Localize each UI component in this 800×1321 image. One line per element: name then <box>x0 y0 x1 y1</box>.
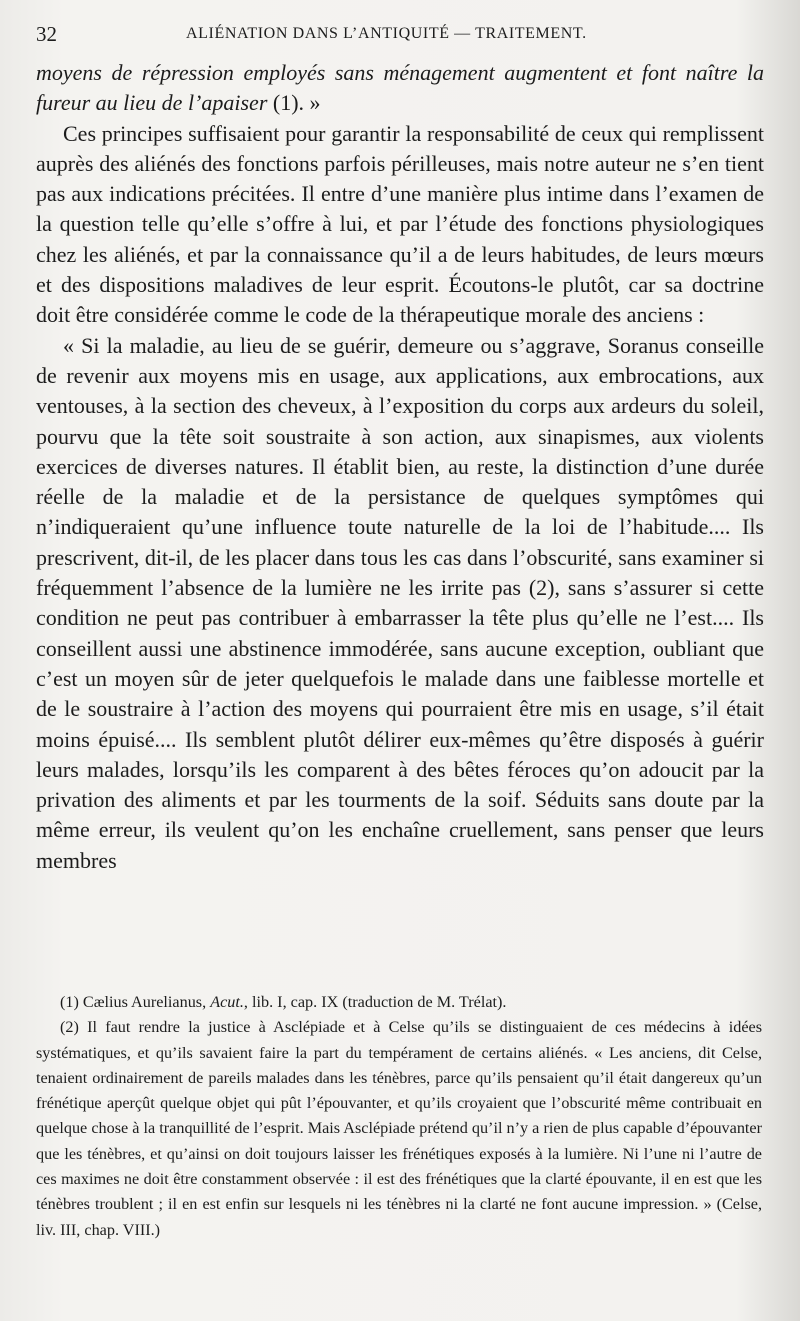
page-number: 32 <box>36 22 57 46</box>
running-title: ALIÉNATION DANS L’ANTIQUITÉ — TRAITEMENT. <box>186 25 587 42</box>
footnote-ref-1: (1). » <box>267 90 321 116</box>
paragraph-continuation <box>36 58 764 119</box>
paragraph: Ces principes suffisaient pour garantir la responsabilité de ceux qui remplissent auprès des aliénés des fonctions parfois périlleuses, mais notre auteur ne s’en tient pas aux indications précitées. Il entre d’une manière plus intime dans l’examen de la question telle qu’elle s’offre à lui, et par l’étude des fonctions physiologiques chez les aliénés, et par la connaissance qu’il a de leurs habitudes, de leurs mœurs et des dispositions maladives de leur esprit. Écoutons-le plutôt, car sa doctrine doit être considérée comme le code de la thérapeutique morale des anciens : <box>36 120 764 328</box>
paragraph-quote: « Si la maladie, au lieu de se guérir, demeure ou s’aggrave, Soranus conseille de revenir aux moyens mis en usage, aux applications, aux embrocations, aux ventouses, à la section des cheveux, à l’exposition du corps aux ardeurs du soleil, pourvu que la tête soit soustraite à son action, aux sinapismes, aux violents exercices de diverses natures. Il établit bien, au reste, la distinction d’une durée réelle de la maladie et de la persistance de quelques symptômes qui n’indiqueraient qu’une influence toute naturelle de la loi de l’habitude.... Ils prescrivent, dit-il, de les placer dans tous les cas dans l’obscurité, sans examiner si fréquemment l’absence de la lumière ne les irrite pas (2), sans s’assurer si cette condition ne peut pas contribuer à embarrasser la tête plus qu’elle ne l’est.... Ils conseillent aussi une abstinence immodérée, sans aucune exception, oubliant que c’est un moyen sûr de jeter quelquefois le malade dans une faiblesse mortelle et de le soustraire à l’action des moyens qui pourraient être mis en usage, s’il était moins épuisé.... Ils semblent plutôt délirer eux-mêmes qu’être disposés à guérir leurs malades, lorsqu’ils les comparent à des bêtes féroces qu’on adoucit par la privation des aliments et par les tourments de la soif. Séduits sans doute par la même erreur, ils veulent qu’on les enchaîne cruellement, sans penser que leurs membres <box>36 332 764 873</box>
footnotes <box>36 990 762 1243</box>
footnote-1-tail: , lib. I, cap. IX (traduction de M. Trélat). <box>243 993 507 1011</box>
footnote-2: (2) Il faut rendre la justice à Asclépiade et à Celse qu’ils se distinguaient de ces médecins à idées systématiques, et qu’ils savaient faire la part du tempérament de certains aliénés. « Les anciens, dit Celse, tenaient ordinairement de pareils malades dans les ténèbres, parce qu’ils pensaient qu’il était dangereux qu’un frénétique aperçût quelque objet qui pût l’épouvanter, et qu’ils croyaient que l’obscurité même contribuait en quelque chose à la tranquillité de l’esprit. Mais Asclépiade prétend qu’il n’y a rien de plus capable d’épouvanter que les ténèbres, et qu’ainsi on doit toujours laisser les frénétiques exposés à la lumière. Ni l’une ni l’autre de ces maximes ne doit être constamment observée : il est des frénétiques que la clarté épouvante, il en est que les ténèbres troublent ; il en est enfin sur lesquels ni les ténèbres ni la clarté ne font aucune impression. » (Celse, liv. III, chap. VIII.) <box>36 1018 762 1239</box>
italic-quote: moyens de répression employés sans ménagement augmentent et font naître la fureur au lieu de l’apaiser <box>36 60 764 116</box>
footnote-1-italic: Acut. <box>210 993 244 1011</box>
footnote-1 <box>36 990 762 1015</box>
main-text <box>36 58 764 876</box>
page-header <box>36 18 760 52</box>
footnote-1-lead: (1) Cælius Aurelianus, <box>60 993 211 1011</box>
